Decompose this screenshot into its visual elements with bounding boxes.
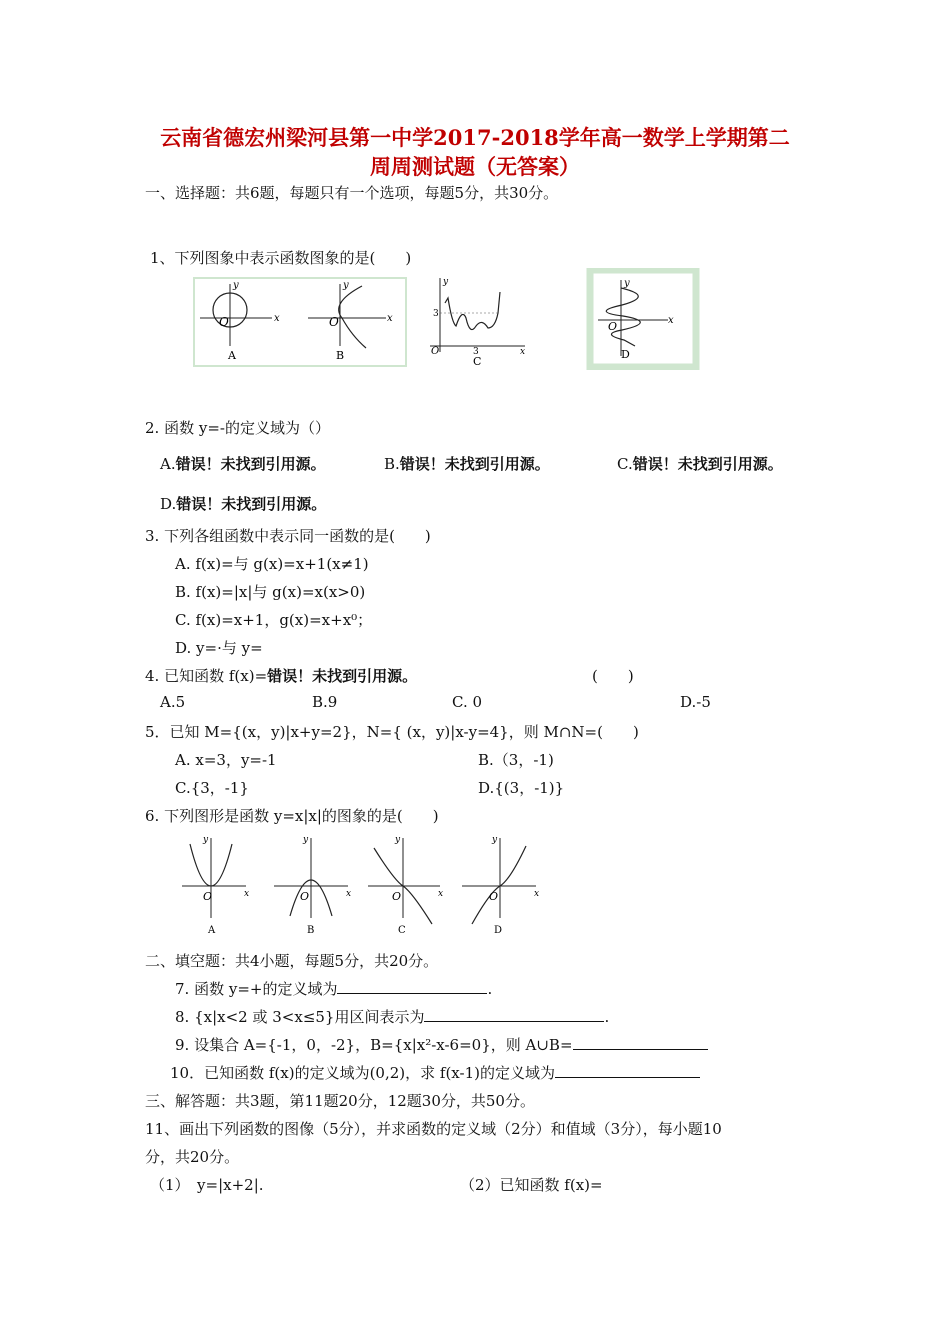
q8 bbox=[175, 1006, 609, 1027]
q10 bbox=[170, 1062, 700, 1083]
q1c-tick-y: 3 bbox=[433, 309, 439, 319]
q1-graph-c bbox=[430, 277, 525, 368]
q6b-axis-x: x bbox=[346, 889, 352, 899]
q4-error-text: 错误！未找到引用源。 bbox=[267, 667, 418, 685]
q6-label-b: B bbox=[307, 925, 315, 936]
q3-option-d: D. y=·与 y= bbox=[175, 639, 263, 657]
q11-line-2: 分，共20分。 bbox=[145, 1148, 240, 1166]
q6c-axis-y: y bbox=[395, 835, 401, 845]
q4-option-c: C. 0 bbox=[452, 693, 483, 711]
q1b-axis-x: x bbox=[387, 313, 393, 324]
q9 bbox=[175, 1034, 708, 1055]
q1-figure bbox=[190, 268, 710, 370]
q6-stem: 6. 下列图形是函数 y=x|x|的图象的是( ) bbox=[145, 807, 439, 825]
q6-figure bbox=[178, 830, 558, 938]
q8-end: . bbox=[604, 1008, 610, 1026]
q1d-origin: O bbox=[608, 320, 618, 333]
q2-option-a bbox=[160, 453, 326, 474]
q7-end: . bbox=[487, 980, 493, 998]
q4-option-b: B.9 bbox=[312, 693, 338, 711]
section3-heading: 三、解答题：共3题，第11题20分，12题30分，共50分。 bbox=[145, 1092, 535, 1110]
q4-stem-text: 4. 已知函数 f(x)= bbox=[145, 667, 268, 685]
q1a-axis-x: x bbox=[274, 313, 280, 324]
q1-label-a: A bbox=[228, 349, 236, 362]
q1-graph-a bbox=[200, 280, 280, 362]
q1-graph-b bbox=[308, 280, 393, 362]
q4-option-a: A.5 bbox=[160, 693, 186, 711]
q2-option-c-text: 错误！未找到引用源。 bbox=[632, 455, 783, 473]
q6-label-a: A bbox=[208, 925, 216, 936]
q1b-origin: O bbox=[329, 315, 339, 329]
q11-line-1: 11、画出下列函数的图像（5分），并求函数的定义域（2分）和值域（3分），每小题10 bbox=[145, 1120, 722, 1138]
q1-stem: 1、下列图象中表示函数图象的是( ) bbox=[150, 249, 412, 267]
q1-label-c: C bbox=[473, 355, 482, 368]
q6-label-c: C bbox=[398, 925, 406, 936]
section2-heading: 二、填空题：共4小题，每题5分，共20分。 bbox=[145, 952, 439, 970]
q1d-axis-x: x bbox=[668, 315, 674, 326]
q1c-tick-x: 3 bbox=[473, 347, 479, 357]
q5-stem: 5．已知 M={(x，y)|x+y=2}，N={ (x，y)|x-y=4}，则 M∩N=( ) bbox=[145, 723, 639, 741]
q2-option-b-text: 错误！未找到引用源。 bbox=[399, 455, 550, 473]
q5-option-c: C.{3，-1} bbox=[175, 779, 249, 797]
q6d-axis-y: y bbox=[492, 835, 498, 845]
q7-answer-blank[interactable] bbox=[337, 979, 487, 994]
q7-text: 7. 函数 y=+的定义域为 bbox=[175, 980, 338, 998]
q3-option-a: A. f(x)=与 g(x)=x+1(x≠1) bbox=[175, 555, 369, 573]
q2-option-a-text: 错误！未找到引用源。 bbox=[175, 455, 326, 473]
section1-heading: 一、选择题：共6题，每题只有一个选项，每题5分，共30分。 bbox=[145, 184, 559, 202]
q6d-origin: O bbox=[489, 890, 499, 903]
q1c-axis-y: y bbox=[443, 277, 449, 287]
q2-option-d bbox=[160, 493, 326, 514]
q6a-axis-x: x bbox=[244, 889, 250, 899]
q6c-origin: O bbox=[392, 890, 402, 903]
q5-option-a: A. x=3，y=-1 bbox=[175, 751, 277, 769]
q6c-axis-x: x bbox=[438, 889, 444, 899]
q2-option-b-label: B. bbox=[384, 455, 400, 473]
q2-option-c-label: C. bbox=[617, 455, 633, 473]
q1a-axis-y: y bbox=[233, 280, 239, 291]
q5-option-d: D.{(3，-1)} bbox=[478, 779, 565, 797]
q8-text: 8. {x|x<2 或 3<x≤5}用区间表示为 bbox=[175, 1008, 425, 1026]
q6-graph-d bbox=[462, 835, 539, 936]
q10-answer-blank[interactable] bbox=[555, 1063, 700, 1078]
q7 bbox=[175, 978, 492, 999]
q6b-axis-y: y bbox=[303, 835, 309, 845]
q4-stem bbox=[145, 665, 417, 686]
q1d-axis-y: y bbox=[624, 278, 630, 289]
q6-label-d: D bbox=[494, 925, 503, 936]
q11-part-1: （1） y=|x+2|. bbox=[150, 1176, 264, 1194]
q1-graph-d bbox=[590, 270, 696, 367]
q6d-axis-x: x bbox=[534, 889, 540, 899]
q1c-origin: O bbox=[431, 346, 440, 357]
title-line-1: 云南省德宏州梁河县第一中学2017-2018学年高一数学上学期第二 bbox=[160, 125, 790, 150]
q10-text: 10．已知函数 f(x)的定义域为(0,2)，求 f(x-1)的定义域为 bbox=[170, 1064, 555, 1082]
q2-option-c bbox=[617, 453, 783, 474]
q6b-origin: O bbox=[300, 890, 310, 903]
q2-option-a-label: A. bbox=[160, 455, 176, 473]
q1-label-d: D bbox=[621, 348, 630, 361]
q6a-axis-y: y bbox=[203, 835, 209, 845]
q6a-origin: O bbox=[203, 890, 213, 903]
q4-paren: ( ) bbox=[592, 667, 634, 685]
title-line-2: 周周测试题（无答案） bbox=[370, 154, 580, 179]
q1-label-b: B bbox=[336, 349, 345, 362]
q2-option-d-label: D. bbox=[160, 495, 177, 513]
q3-stem: 3. 下列各组函数中表示同一函数的是( ) bbox=[145, 527, 431, 545]
q6-graph-b bbox=[274, 835, 351, 936]
q1b-axis-y: y bbox=[343, 280, 349, 291]
q1a-origin: O bbox=[219, 315, 229, 329]
q6-graph-c bbox=[368, 835, 443, 936]
q6-graph-a bbox=[182, 835, 249, 936]
q1-frame-d bbox=[590, 270, 696, 367]
q4-option-d: D.-5 bbox=[680, 693, 711, 711]
q1c-axis-x: x bbox=[520, 347, 526, 357]
q9-answer-blank[interactable] bbox=[573, 1035, 708, 1050]
q11-part-2: （2）已知函数 f(x)= bbox=[460, 1176, 603, 1194]
q5-option-b: B.（3，-1) bbox=[478, 751, 554, 769]
q2-option-b bbox=[384, 453, 550, 474]
q2-stem: 2. 函数 y=-的定义域为（） bbox=[145, 419, 330, 437]
q9-text: 9. 设集合 A={-1，0，-2}，B={x|x²-x-6=0}，则 A∪B= bbox=[175, 1036, 573, 1054]
q3-option-b: B. f(x)=|x|与 g(x)=x(x>0) bbox=[175, 583, 366, 601]
q2-option-d-text: 错误！未找到引用源。 bbox=[176, 495, 327, 513]
q8-answer-blank[interactable] bbox=[424, 1007, 604, 1022]
q3-option-c: C. f(x)=x+1，g(x)=x+x⁰； bbox=[175, 611, 373, 629]
